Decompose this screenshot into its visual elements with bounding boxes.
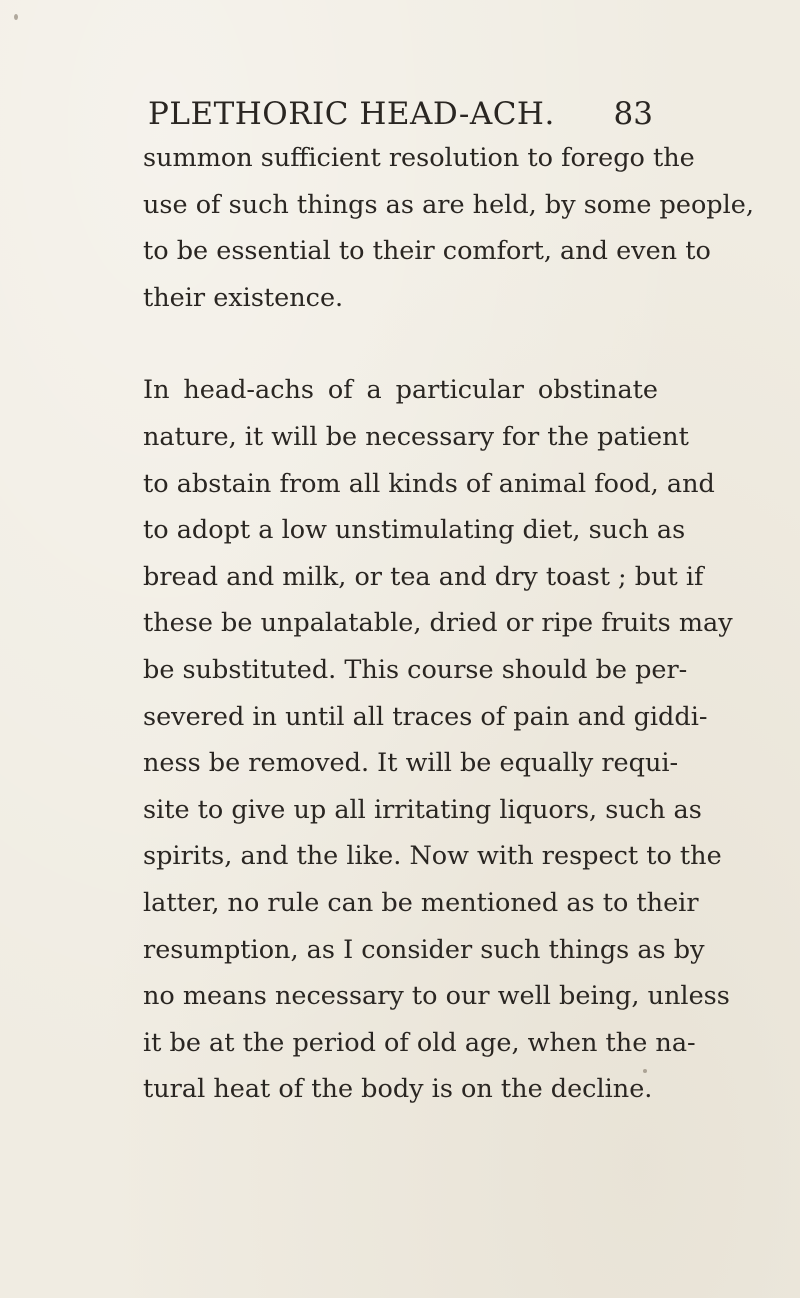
text-line: use of such things as are held, by some people, bbox=[143, 189, 754, 220]
text-line: severed in until all traces of pain and giddi- bbox=[143, 701, 708, 732]
text-line: summon sufficient resolution to forego the bbox=[143, 143, 695, 173]
page-number: 83 bbox=[613, 96, 653, 132]
text-line: it be at the period of old age, when the na- bbox=[143, 1027, 696, 1058]
page-header bbox=[148, 92, 653, 136]
paragraph-spacer bbox=[143, 321, 658, 367]
text-line: bread and milk, or tea and dry toast ; but if bbox=[143, 561, 704, 592]
text-line: these be unpalatable, dried or ripe fruits may bbox=[143, 608, 733, 639]
ink-speck bbox=[643, 1069, 647, 1073]
text-line: site to give up all irritating liquors, such as bbox=[143, 794, 702, 825]
text-line: tural heat of the body is on the decline. bbox=[143, 1074, 653, 1105]
paragraph-2 bbox=[143, 367, 733, 1113]
text-line: resumption, as I consider such things as by bbox=[143, 934, 705, 965]
text-line: spirits, and the like. Now with respect to the bbox=[143, 841, 722, 872]
text-line: nature, it will be necessary for the patient bbox=[143, 421, 689, 452]
text-line: be substituted. This course should be per- bbox=[143, 654, 688, 685]
text-line: their existence. bbox=[143, 282, 344, 313]
text-line: to abstain from all kinds of animal food, and bbox=[143, 468, 715, 499]
text-line: latter, no rule can be mentioned as to their bbox=[143, 887, 699, 918]
body-text bbox=[143, 135, 754, 1113]
text-line: to be essential to their comfort, and even to bbox=[143, 236, 711, 267]
running-title: PLETHORIC HEAD-ACH. bbox=[148, 96, 555, 132]
text-line: to adopt a low unstimulating diet, such as bbox=[143, 515, 686, 546]
text-line: In head-achs of a particular obstinate bbox=[143, 375, 658, 406]
text-line: ness be removed. It will be equally requi- bbox=[143, 748, 679, 779]
text-line: no means necessary to our well being, unless bbox=[143, 981, 730, 1012]
ink-speck bbox=[14, 14, 18, 20]
paragraph-1 bbox=[143, 135, 754, 321]
